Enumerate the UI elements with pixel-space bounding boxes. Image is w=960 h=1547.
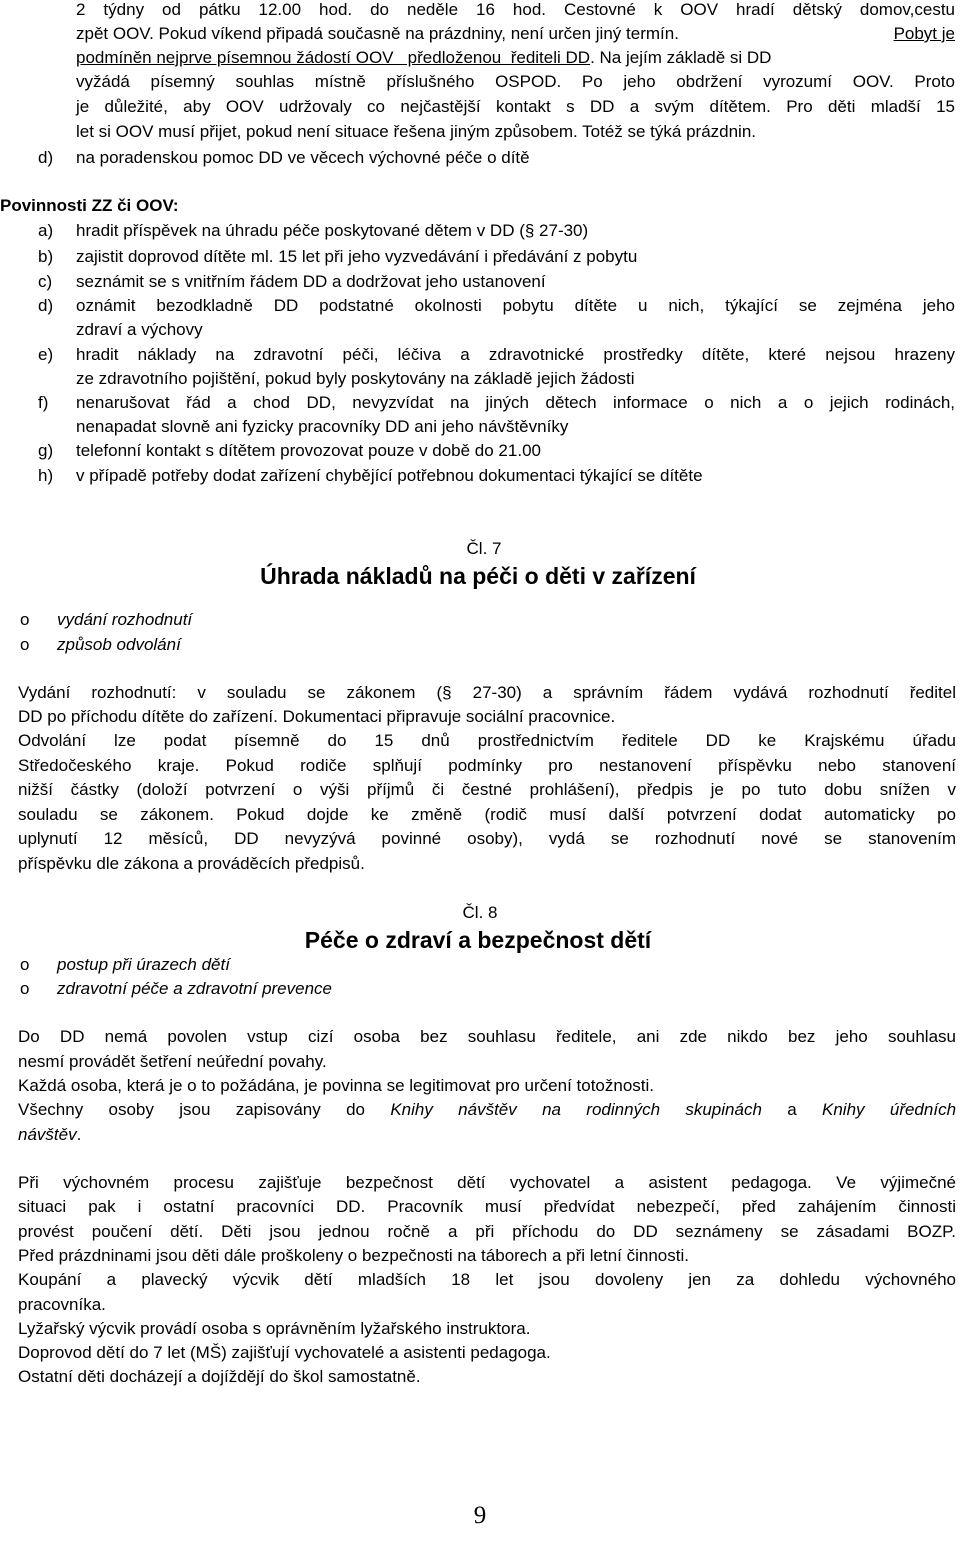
bullet-marker: o [20, 635, 30, 654]
text-span: Knihy návštěv na rodinných skupinách [390, 1100, 762, 1119]
list-label: d) [38, 296, 54, 315]
paragraph-line: DD po příchodu dítěte do zařízení. Dokumentaci připravuje sociální pracovnice. [18, 707, 616, 726]
paragraph-line: Do DD nemá povolen vstup cizí osoba bez souhlasu ředitele, ani zde nikdo bez jeho souhlasu [18, 1027, 956, 1046]
list-label: c) [38, 272, 53, 291]
paragraph-line: Středočeského kraje. Pokud rodiče splňují podmínky pro nestanovení příspěvku nebo stanovení [18, 756, 956, 775]
section-heading: Povinnosti ZZ či OOV: [0, 196, 179, 215]
text-line: vyžádá písemný souhlas místně příslušného OSPOD. Po jeho obdržení vyrozumí OOV. Proto [76, 72, 955, 91]
paragraph-line [18, 1100, 956, 1120]
text-span: zpět OOV. Pokud víkend připadá současně na prázdniny, není určen jiný termín. [76, 24, 679, 43]
article-number: Čl. 8 [462, 903, 498, 922]
paragraph-line: příspěvku dle zákona a prováděcích předpisů. [18, 854, 365, 873]
list-item: hradit náklady na zdravotní péči, léčiva a zdravotnické prostředky dítěte, které nejsou hrazeny [76, 345, 955, 364]
page-number: 9 [473, 1502, 487, 1529]
paragraph-line: Lyžařský výcvik provádí osoba s oprávněním lyžařského instruktora. [18, 1319, 531, 1338]
text-span: Knihy úředních [822, 1100, 957, 1119]
list-item: hradit příspěvek na úhradu péče poskytované dětem v DD (§ 27-30) [76, 221, 589, 240]
list-label: f) [38, 393, 49, 412]
text-span: a [761, 1100, 823, 1119]
text-span: návštěv [18, 1125, 77, 1144]
paragraph-line: Odvolání lze podat písemně do 15 dnů prostřednictvím ředitele DD ke Krajskému úřadu [18, 731, 956, 750]
list-label: g) [38, 441, 54, 460]
bullet-marker: o [20, 610, 30, 629]
text-line [76, 24, 955, 44]
paragraph-line: situaci pak i ostatní pracovníci DD. Pracovník musí předvídat nebezpečí, před zahájením činnosti [18, 1197, 956, 1216]
list-label: e) [38, 345, 54, 364]
text-line: let si OOV musí přijet, pokud není situace řešena jiným způsobem. Totéž se týká prázdnin. [76, 122, 757, 141]
text-line: 2 týdny od pátku 12.00 hod. do neděle 16 hod. Cestovné k OOV hradí dětský domov,cestu [76, 0, 955, 19]
list-item: zajistit doprovod dítěte ml. 15 let při jeho vyzvedávání i předávání z pobytu [76, 247, 638, 266]
paragraph-line: Při výchovném procesu zajišťuje bezpečnost dětí vychovatel a asistent pedagoga. Ve výjimečné [18, 1173, 956, 1192]
paragraph-line [18, 1125, 81, 1145]
paragraph-line: provést poučení dětí. Děti jsou jednou ročně a při příchodu do DD seznámeny se zásadami BOZP. [18, 1222, 956, 1241]
bullet-marker: o [20, 955, 30, 974]
bullet-marker: o [20, 979, 30, 998]
article-title: Úhrada nákladů na péči o děti v zařízení [260, 563, 696, 589]
bullet-item: zdravotní péče a zdravotní prevence [57, 979, 332, 998]
list-item: na poradenskou pomoc DD ve věcech výchovné péče o dítě [76, 148, 530, 167]
list-item-continuation: nenapadat slovně ani fyzicky pracovníky DD ani jeho návštěvníky [76, 417, 569, 436]
paragraph-line: nesmí provádět šetření neúřední povahy. [18, 1052, 327, 1071]
list-item: v případě potřeby dodat zařízení chybějící potřebnou dokumentaci týkající se dítěte [76, 466, 703, 485]
paragraph-line: souladu se zákonem. Pokud dojde ke změně (rodič musí další potvrzení dodat automaticky po [18, 805, 956, 824]
list-item-continuation: zdraví a výchovy [76, 320, 203, 339]
list-item: oznámit bezodkladně DD podstatné okolnosti pobytu dítěte u nich, týkající se zejména jeho [76, 296, 955, 315]
list-label: b) [38, 247, 54, 266]
text-span: Pobyt je [893, 24, 955, 43]
list-item-continuation: ze zdravotního pojištění, pokud byly poskytovány na základě jejich žádosti [76, 369, 635, 388]
paragraph-line: pracovníka. [18, 1295, 106, 1314]
text-span: podmíněn nejprve písemnou žádostí OOV předloženou řediteli DD [76, 48, 591, 67]
list-item: nenarušovat řád a chod DD, nevyzvídat na jiných dětech informace o nich a o jejich rodinách, [76, 393, 955, 412]
paragraph-line: nižší částky (doloží potvrzení o výši příjmů či čestné prohlášení), předpis je po tuto dobu snížen v [18, 780, 956, 799]
bullet-item: vydání rozhodnutí [57, 610, 193, 629]
list-label: d) [38, 148, 54, 167]
bullet-item: postup při úrazech dětí [57, 955, 230, 974]
paragraph-line: Koupání a plavecký výcvik dětí mladších 18 let jsou dovoleny jen za dohledu výchovného [18, 1270, 956, 1289]
text-span: . [76, 1125, 82, 1144]
article-title: Péče o zdraví a bezpečnost dětí [304, 927, 652, 953]
paragraph-line: Ostatní děti docházejí a dojíždějí do škol samostatně. [18, 1367, 421, 1386]
list-item: telefonní kontakt s dítětem provozovat pouze v době do 21.00 [76, 441, 541, 460]
text-span: . Na jejím základě si DD [590, 48, 772, 67]
list-item: seznámit se s vnitřním řádem DD a dodržovat jeho ustanovení [76, 272, 546, 291]
article-number: Čl. 7 [466, 539, 502, 558]
list-label: a) [38, 221, 54, 240]
bullet-item: způsob odvolání [57, 635, 181, 654]
text-line [76, 48, 955, 68]
text-span: Všechny osoby jsou zapisovány do [18, 1100, 391, 1119]
text-line: je důležité, aby OOV udržovaly co nejčastější kontakt s DD a svým dítětem. Pro děti mladší 15 [76, 97, 955, 116]
list-label: h) [38, 466, 54, 485]
paragraph-line: Vydání rozhodnutí: v souladu se zákonem (§ 27-30) a správním řádem vydává rozhodnutí ředitel [18, 683, 956, 702]
paragraph-line: Každá osoba, která je o to požádána, je povinna se legitimovat pro určení totožnosti. [18, 1076, 655, 1095]
paragraph-line: uplynutí 12 měsíců, DD nevyzývá povinné osoby), vydá se rozhodnutí nové se stanovením [18, 829, 956, 848]
paragraph-line: Před prázdninami jsou děti dále proškoleny o bezpečnosti na táborech a při letní činnosti. [18, 1246, 689, 1265]
paragraph-line: Doprovod dětí do 7 let (MŠ) zajišťují vychovatelé a asistenti pedagoga. [18, 1343, 551, 1362]
